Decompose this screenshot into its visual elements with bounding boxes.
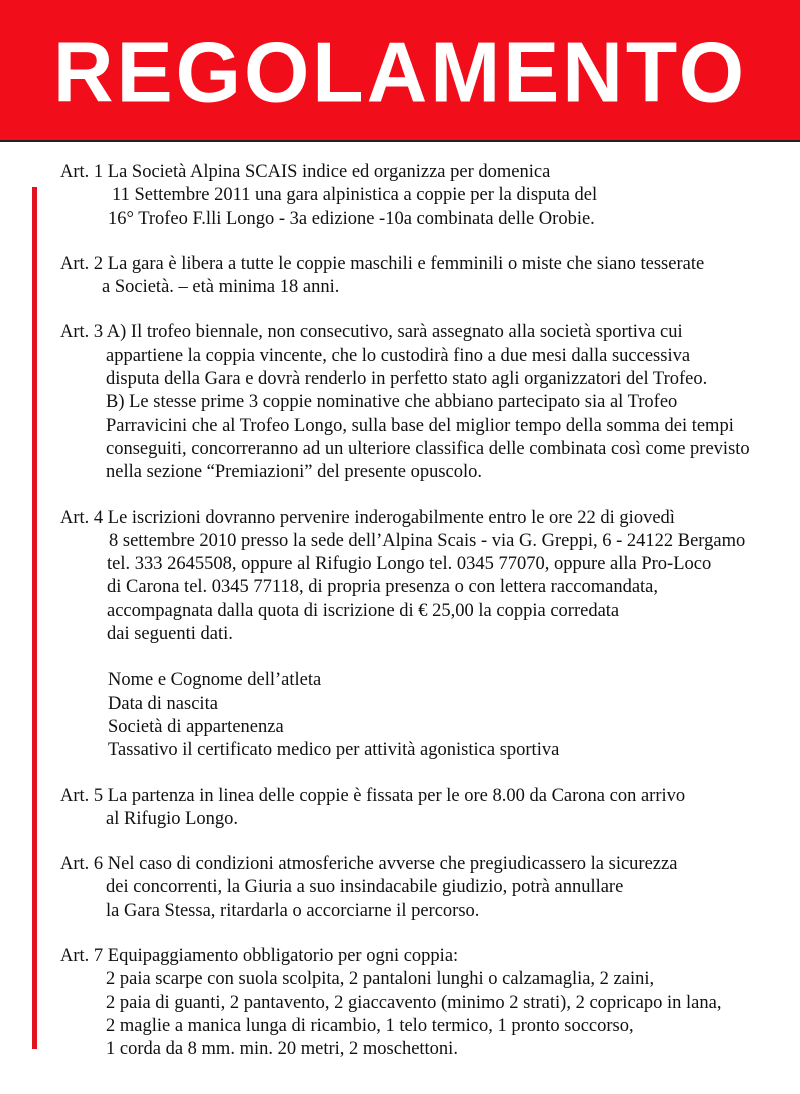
article-2-line-1: Art. 2 La gara è libera a tutte le coppie maschili e femminili o miste che siano tesserate: [60, 253, 705, 274]
article-6: [60, 853, 780, 923]
decorative-side-bar: [32, 187, 37, 1049]
article-4: [60, 507, 780, 763]
article-3: [60, 321, 780, 484]
article-4-line-1: Art. 4 Le iscrizioni dovranno pervenire inderogabilmente entro le ore 22 di giovedì: [60, 507, 675, 528]
article-3-line-4: B) Le stesse prime 3 coppie nominative che abbiano partecipato sia al Trofeo: [106, 392, 678, 413]
article-5: [60, 785, 780, 832]
article-4-line-4: di Carona tel. 0345 77118, di propria presenza o con lettera raccomandata,: [107, 577, 659, 598]
title-banner: [0, 0, 800, 142]
article-6-line-3: la Gara Stessa, ritardarla o accorciarne il percorso.: [106, 900, 480, 921]
article-6-line-2: dei concorrenti, la Giuria a suo insindacabile giudizio, potrà annullare: [106, 877, 624, 898]
article-7-line-3: 2 paia di guanti, 2 pantavento, 2 giaccavento (minimo 2 strati), 2 copricapo in lana,: [106, 992, 722, 1013]
article-5-line-2: al Rifugio Longo.: [106, 808, 239, 829]
list-item: Società di appartenenza: [108, 716, 284, 737]
article-7-line-2: 2 paia scarpe con suola scolpita, 2 pantaloni lunghi o calzamaglia, 2 zaini,: [106, 969, 655, 990]
article-1-line-3: 16° Trofeo F.lli Longo - 3a edizione -10a combinata delle Orobie.: [108, 208, 595, 229]
article-7: [60, 945, 780, 1061]
article-4-line-5: accompagnata dalla quota di iscrizione di € 25,00 la coppia corredata: [107, 600, 620, 621]
list-item: Data di nascita: [108, 693, 218, 714]
article-3-line-3: disputa della Gara e dovrà renderlo in perfetto stato agli organizzatori del Trofeo.: [106, 369, 708, 390]
article-4-line-2: 8 settembre 2010 presso la sede dell’Alpina Scais - via G. Greppi, 6 - 24122 Bergamo: [109, 530, 746, 551]
article-1: [60, 161, 780, 231]
list-item: Tassativo il certificato medico per attività agonistica sportiva: [108, 740, 560, 761]
list-item: Nome e Cognome dell’atleta: [108, 670, 322, 691]
article-2: [60, 253, 780, 300]
article-6-line-1: Art. 6 Nel caso di condizioni atmosferiche avverse che pregiudicassero la sicurezza: [60, 854, 678, 875]
article-2-line-2: a Società. – età minima 18 anni.: [102, 277, 340, 298]
article-1-line-2: 11 Settembre 2011 una gara alpinistica a coppie per la disputa del: [112, 185, 598, 206]
article-7-line-5: 1 corda da 8 mm. min. 20 metri, 2 moschettoni.: [106, 1039, 458, 1060]
article-5-line-1: Art. 5 La partenza in linea delle coppie è fissata per le ore 8.00 da Carona con arrivo: [60, 785, 686, 806]
article-4-line-3: tel. 333 2645508, oppure al Rifugio Longo tel. 0345 77070, oppure alla Pro-Loco: [107, 554, 712, 575]
article-3-line-7: nella sezione “Premiazioni” del presente opuscolo.: [106, 462, 483, 483]
article-7-line-4: 2 maglie a manica lunga di ricambio, 1 telo termico, 1 pronto soccorso,: [106, 1015, 634, 1036]
page-title: REGOLAMENTO: [52, 24, 748, 120]
article-3-line-5: Parravicini che al Trofeo Longo, sulla base del miglior tempo della somma dei tempi: [106, 415, 734, 436]
rules-body: [60, 161, 780, 1062]
article-3-line-2: appartiene la coppia vincente, che lo custodirà fino a due mesi dalla successiva: [106, 345, 691, 366]
article-4-line-6: dai seguenti dati.: [107, 624, 233, 645]
article-7-line-1: Art. 7 Equipaggiamento obbligatorio per ogni coppia:: [60, 946, 459, 967]
required-data-list: [60, 669, 780, 762]
article-3-line-6: conseguiti, concorreranno ad un ulteriore classifica delle combinata così come previsto: [106, 438, 750, 459]
article-3-line-1: Art. 3 A) Il trofeo biennale, non consecutivo, sarà assegnato alla società sportiva cui: [60, 322, 683, 343]
article-1-line-1: Art. 1 La Società Alpina SCAIS indice ed organizza per domenica: [60, 162, 551, 182]
